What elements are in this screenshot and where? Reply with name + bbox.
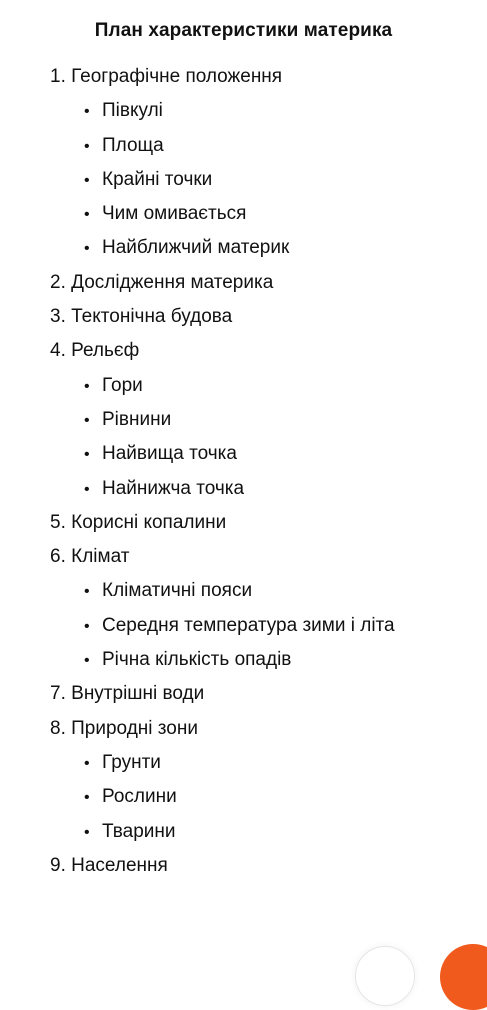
sub-item-text: Середня температура зими і літа	[102, 614, 395, 636]
list-item-4	[0, 334, 487, 368]
sub-item-text: Крайні точки	[102, 168, 213, 190]
sub-item	[0, 403, 487, 437]
document-title: План характеристики материка	[94, 20, 393, 41]
sub-item	[0, 437, 487, 471]
bullet-icon: •	[84, 137, 90, 155]
orange-action-button[interactable]	[440, 944, 487, 1010]
sub-item-text: Рослини	[102, 786, 177, 808]
sub-item-text: Тварини	[102, 820, 176, 842]
sub-item-text: Кліматичні пояси	[102, 580, 253, 602]
sub-item	[0, 94, 487, 128]
sub-item-text: Найнижча точка	[102, 477, 245, 499]
item-number: 4.	[50, 340, 66, 362]
item-text: Тектонічна будова	[71, 306, 233, 328]
sub-item	[0, 163, 487, 197]
sub-item	[0, 746, 487, 780]
list-item-3	[0, 300, 487, 334]
item-text: Клімат	[71, 546, 130, 568]
sub-item-text: Півкулі	[102, 100, 163, 122]
sub-item-text: Гори	[102, 374, 143, 396]
bullet-icon: •	[84, 240, 90, 258]
item-number: 3.	[50, 306, 66, 328]
sub-item-text: Рівнини	[102, 408, 172, 430]
sub-item-text: Площа	[102, 134, 164, 156]
bullet-icon: •	[84, 823, 90, 841]
sub-item	[0, 815, 487, 849]
sub-item-text: Грунти	[102, 751, 161, 773]
item-text: Природні зони	[71, 717, 198, 739]
item-text: Рельєф	[71, 340, 140, 362]
sub-item	[0, 609, 487, 643]
bullet-icon: •	[84, 652, 90, 670]
bullet-icon: •	[84, 171, 90, 189]
bullet-icon: •	[84, 103, 90, 121]
bullet-icon: •	[84, 446, 90, 464]
list-item-7	[0, 677, 487, 711]
list-item-2	[0, 266, 487, 300]
item-number: 8.	[50, 717, 66, 739]
sub-item	[0, 574, 487, 608]
bullet-icon: •	[84, 480, 90, 498]
sub-item	[0, 643, 487, 677]
list-item-5	[0, 506, 487, 540]
sub-item-text: Річна кількість опадів	[102, 649, 292, 671]
bullet-icon: •	[84, 754, 90, 772]
list-item-1	[0, 60, 487, 94]
item-number: 1.	[50, 66, 66, 87]
item-number: 9.	[50, 854, 66, 876]
sub-item	[0, 472, 487, 506]
round-button[interactable]	[355, 946, 415, 1006]
bullet-icon: •	[84, 377, 90, 395]
list-item-8	[0, 712, 487, 746]
item-text: Населення	[71, 854, 168, 876]
sub-item	[0, 197, 487, 231]
item-number: 6.	[50, 546, 66, 568]
item-text: Внутрішні води	[71, 683, 205, 705]
sub-item-text: Найближчий материк	[102, 237, 290, 259]
bullet-icon: •	[84, 583, 90, 601]
bullet-icon: •	[84, 206, 90, 224]
item-text: Географічне положення	[71, 66, 283, 87]
bullet-icon: •	[84, 789, 90, 807]
bullet-icon: •	[84, 411, 90, 429]
sub-item	[0, 129, 487, 163]
item-text: Корисні копалини	[71, 511, 227, 533]
item-number: 7.	[50, 683, 66, 705]
bullet-icon: •	[84, 617, 90, 635]
list-item-9	[0, 849, 487, 883]
outline-list	[0, 60, 487, 883]
sub-item	[0, 369, 487, 403]
item-number: 5.	[50, 511, 66, 533]
sub-item-text: Чим омивається	[102, 203, 247, 225]
sub-item-text: Найвища точка	[102, 443, 237, 465]
item-number: 2.	[50, 271, 66, 293]
sub-item	[0, 780, 487, 814]
list-item-6	[0, 540, 487, 574]
item-text: Дослідження материка	[71, 271, 274, 293]
sub-item	[0, 231, 487, 265]
